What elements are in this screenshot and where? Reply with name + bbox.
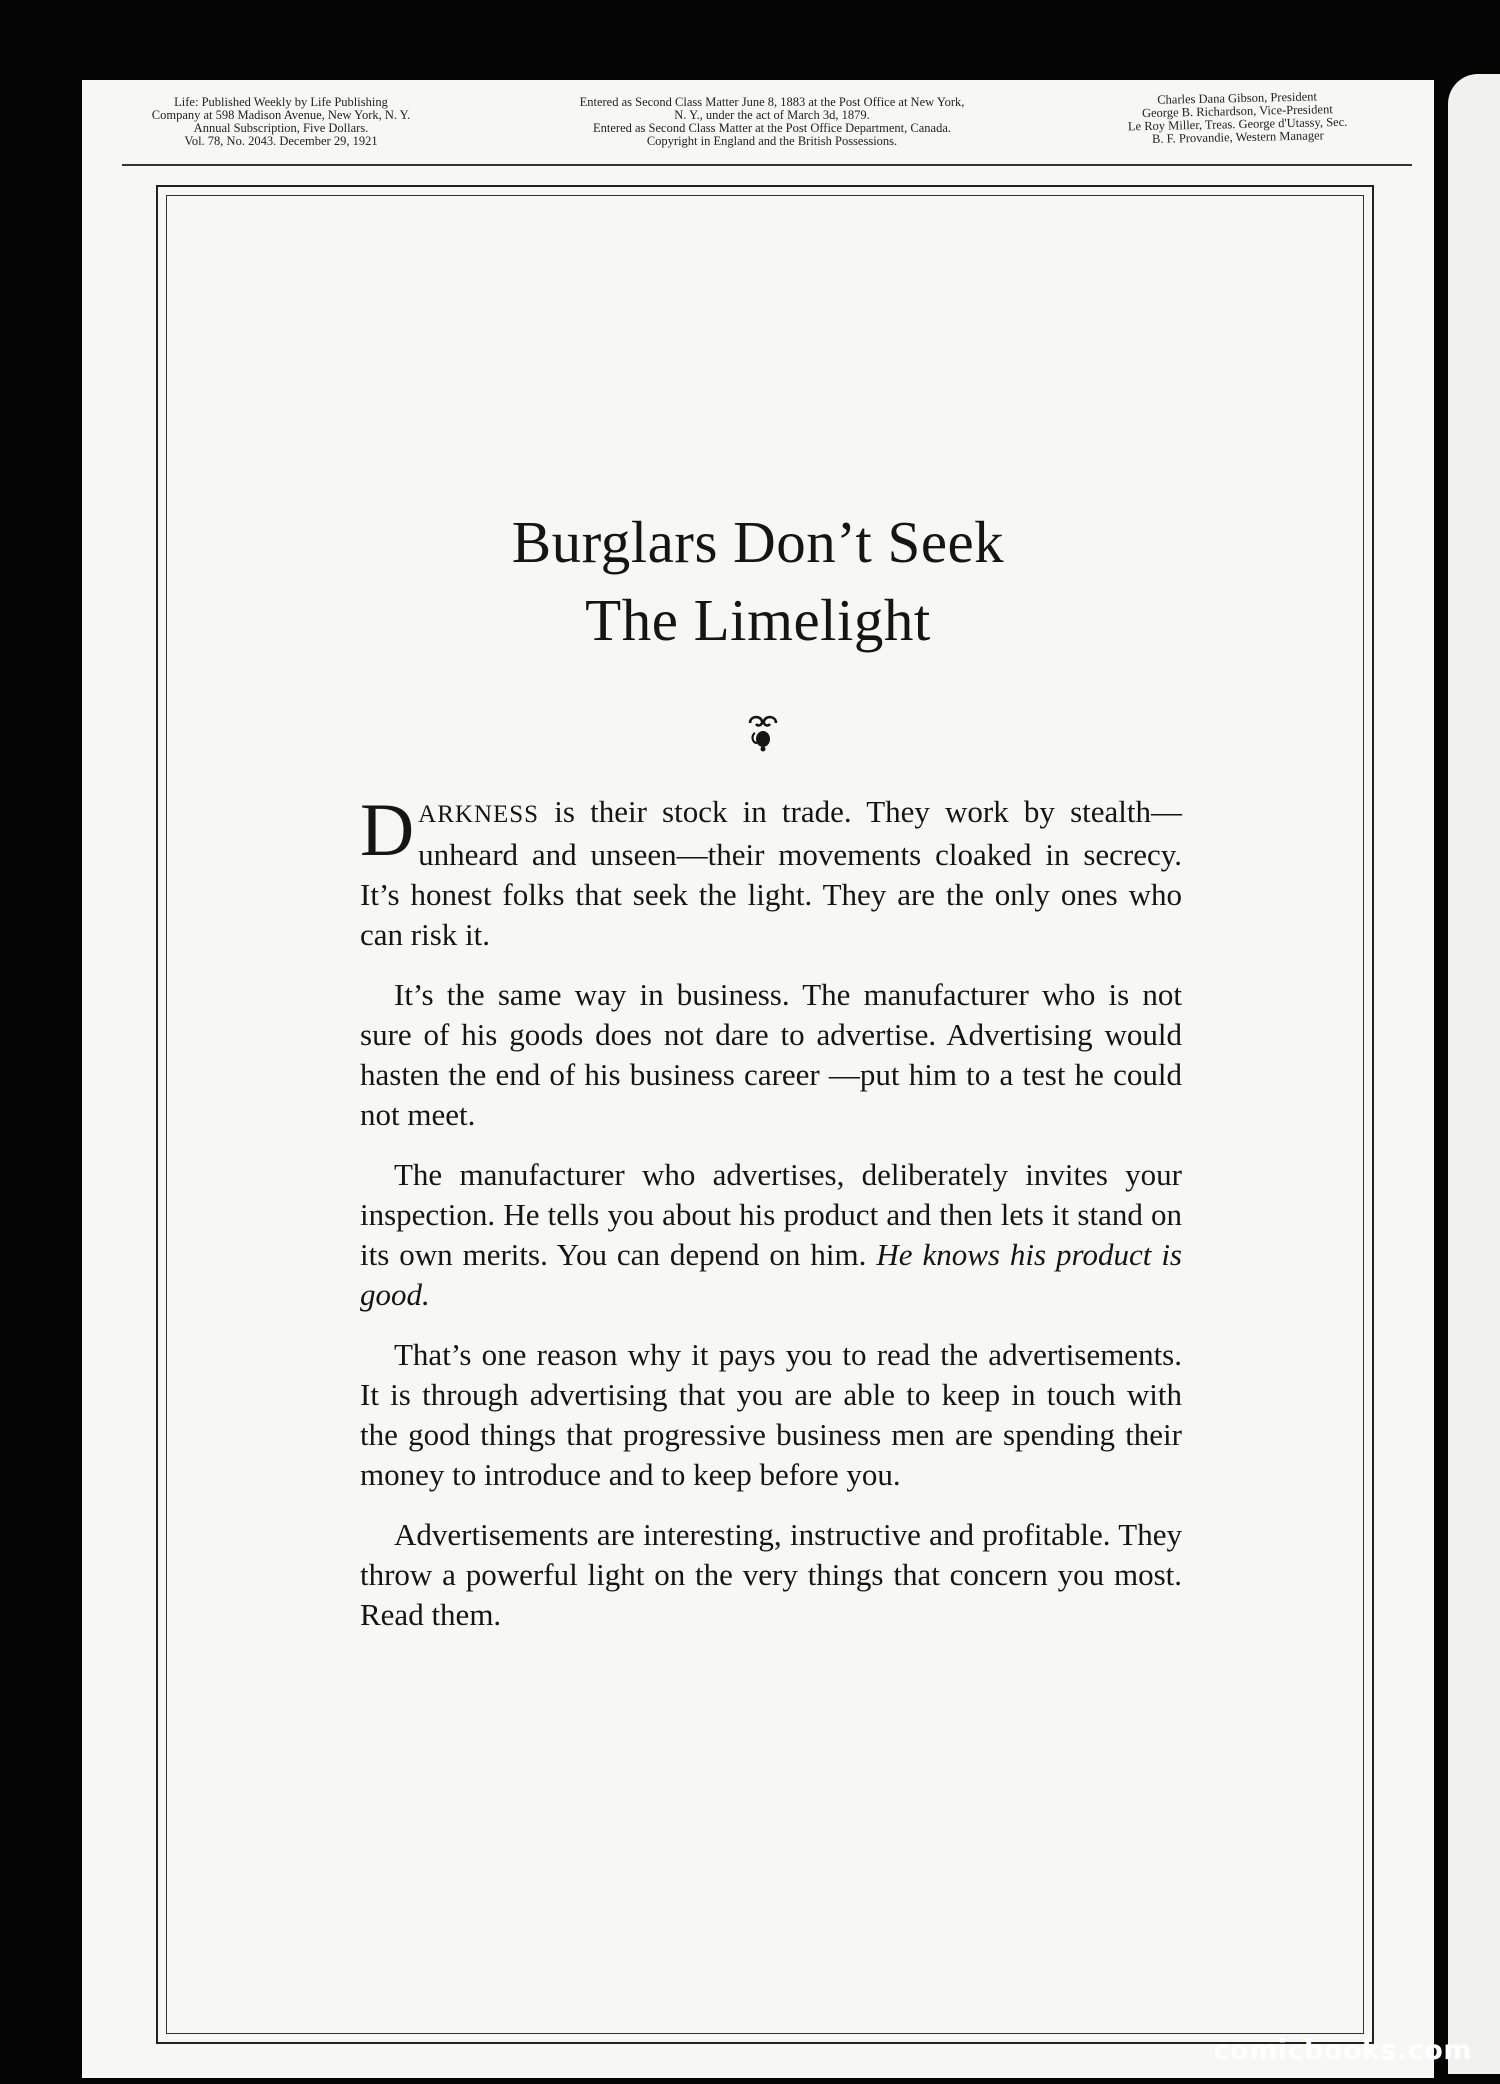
- masthead-line: Life: Published Weekly by Life Publishing: [174, 95, 388, 109]
- masthead-divider: [122, 164, 1412, 166]
- masthead-publisher-info: [116, 96, 446, 148]
- paragraph-5: Advertisements are interesting, instructive and profitable. They throw a powerful light on the very things that concern you most. Read them.: [360, 1517, 1182, 1632]
- masthead-line: Company at 598 Madison Avenue, New York, N. Y.: [151, 108, 411, 122]
- masthead-line: Entered as Second Class Matter at the Post Office Department, Canada.: [593, 121, 951, 135]
- masthead-line: Charles Dana Gibson, President: [1157, 89, 1318, 107]
- masthead-line: N. Y., under the act of March 3d, 1879.: [674, 108, 870, 122]
- article-body: [360, 789, 1182, 1655]
- masthead-line: George B. Richardson, Vice-President: [1141, 102, 1333, 121]
- masthead-line: Copyright in England and the British Possessions.: [646, 134, 898, 148]
- masthead-line: Le Roy Miller, Treas. George d'Utassy, Sec.: [1127, 114, 1348, 134]
- paragraph-3-italic: He knows his product is good.: [360, 1237, 1182, 1312]
- site-watermark: comicbooks.com: [1213, 2035, 1472, 2066]
- paragraph-3: [360, 1155, 1182, 1315]
- masthead-line: B. F. Provandie, Western Manager: [1151, 128, 1324, 146]
- title-line-1: Burglars Don’t Seek: [511, 508, 1005, 575]
- title-line-2: The Limelight: [585, 586, 931, 653]
- paragraph-2: It’s the same way in business. The manufacturer who is not sure of his goods does not dare to advertise. Advertising would hasten the end of his business career —put him to a test he could not meet.: [360, 977, 1182, 1132]
- masthead-officers: [1052, 88, 1423, 148]
- masthead: [82, 89, 1434, 168]
- fleuron-ornament-icon: [746, 713, 780, 753]
- masthead-line: Entered as Second Class Matter June 8, 1883 at the Post Office at New York,: [579, 95, 965, 109]
- paragraph-3-text: The manufacturer who advertises, deliberately invites your inspection. He tells you about his product and then lets it stand on its own merits. You can depend on him.: [360, 1157, 1182, 1272]
- article-title: [82, 503, 1434, 659]
- magazine-page: [82, 80, 1434, 2078]
- paragraph-1: [360, 789, 1182, 955]
- masthead-line: Vol. 78, No. 2043. December 29, 1921: [184, 134, 378, 148]
- adjacent-page-edge: [1448, 74, 1500, 2074]
- paragraph-4: That’s one reason why it pays you to read the advertisements. It is through advertising that you are able to keep in touch with the good things that progressive business men are spending their money to introduce and to keep before you.: [360, 1337, 1182, 1492]
- paragraph-1-text: is their stock in trade. They work by stealth—unheard and unseen—their movements cloaked in secrecy. It’s honest folks that seek the light. They are the only ones who can risk it.: [360, 794, 1182, 952]
- drop-cap: D: [360, 789, 415, 872]
- masthead-postal-notice: [502, 96, 1042, 148]
- lead-in-smallcaps: ARKNESS: [418, 801, 540, 828]
- masthead-line: Annual Subscription, Five Dollars.: [193, 121, 369, 135]
